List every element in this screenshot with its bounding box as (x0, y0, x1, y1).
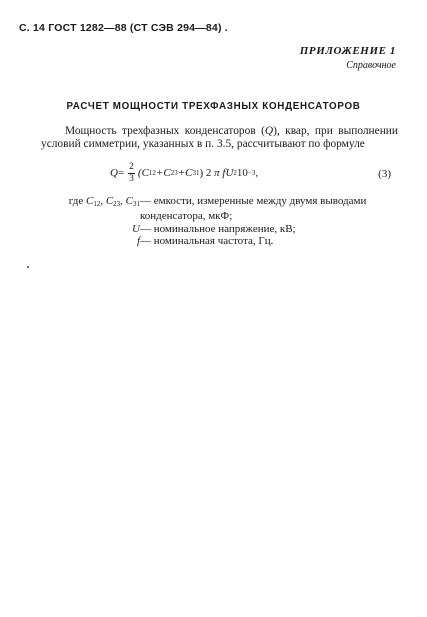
capacitance-text-1: — емкости, измеренные между двумя выводами (140, 195, 367, 207)
formula-plus-2: +C (177, 167, 193, 179)
definitions (41, 195, 400, 248)
formula-fraction (128, 162, 135, 185)
definition-capacitance-cont (41, 210, 400, 222)
section-title: РАСЧЕТ МОЩНОСТИ ТРЕХФАЗНЫХ КОНДЕНСАТОРОВ (66, 101, 361, 112)
frequency-text: — номинальная частота, Гц. (140, 235, 274, 248)
fraction-denominator: 3 (129, 173, 134, 184)
spacer (41, 210, 140, 222)
formula-u: U (225, 167, 234, 179)
cap-sym-3: , C (120, 195, 133, 207)
cap-sub-2: 23 (113, 200, 121, 208)
formula-sub-12: 12 (148, 169, 156, 177)
formula-c-open: (C (137, 167, 149, 179)
scan-dot (27, 266, 29, 268)
definition-voltage (41, 223, 400, 235)
formula-plus-1: +C (155, 167, 171, 179)
equation-number: (3) (378, 168, 391, 180)
formula-lhs: Q (110, 167, 118, 179)
formula-exp: −3 (247, 169, 256, 177)
appendix-note: Справочное (346, 60, 396, 71)
cap-sym-2: , C (100, 195, 114, 207)
page-header: С. 14 ГОСТ 1282—88 (СТ СЭВ 294—84) . (19, 22, 228, 34)
formula-tail: , (255, 167, 259, 179)
definition-frequency (41, 235, 400, 247)
cap-sym-1: C (85, 195, 94, 207)
formula-pow-2: 2 (233, 169, 237, 177)
para-part-1: Мощность трехфазных конденсаторов ( (65, 125, 265, 137)
formula (110, 158, 258, 188)
appendix-block (300, 45, 396, 71)
frequency-sym: f (136, 235, 140, 248)
formula-sub-31: 31 (192, 169, 200, 177)
intro-paragraph (41, 125, 398, 151)
capacitance-text-2: конденсатора, мкФ; (140, 210, 233, 223)
frequency-label (41, 235, 140, 247)
formula-f: f (222, 167, 226, 179)
definition-capacitance (41, 195, 400, 210)
where-word: где (68, 195, 84, 207)
capacitance-label (41, 195, 140, 210)
voltage-text: — номинальное напряжение, кВ; (140, 222, 296, 235)
formula-eq: = (117, 167, 125, 179)
cap-sub-1: 12 (93, 200, 101, 208)
formula-pi: π (214, 167, 220, 179)
cap-sub-3: 31 (133, 200, 140, 208)
formula-sub-23: 23 (170, 169, 178, 177)
voltage-label (41, 223, 140, 235)
para-var: Q (264, 125, 274, 137)
voltage-sym: U (132, 222, 140, 235)
para-part-2: ), квар, при выполнении условий симметрии, указанных в п. 3.5, рассчитывают по формуле (41, 125, 398, 150)
formula-ten: 10 (236, 167, 248, 179)
appendix-label: ПРИЛОЖЕНИЕ 1 (299, 45, 396, 57)
fraction-numerator: 2 (129, 161, 134, 172)
formula-c-close: ) 2 (199, 167, 212, 179)
